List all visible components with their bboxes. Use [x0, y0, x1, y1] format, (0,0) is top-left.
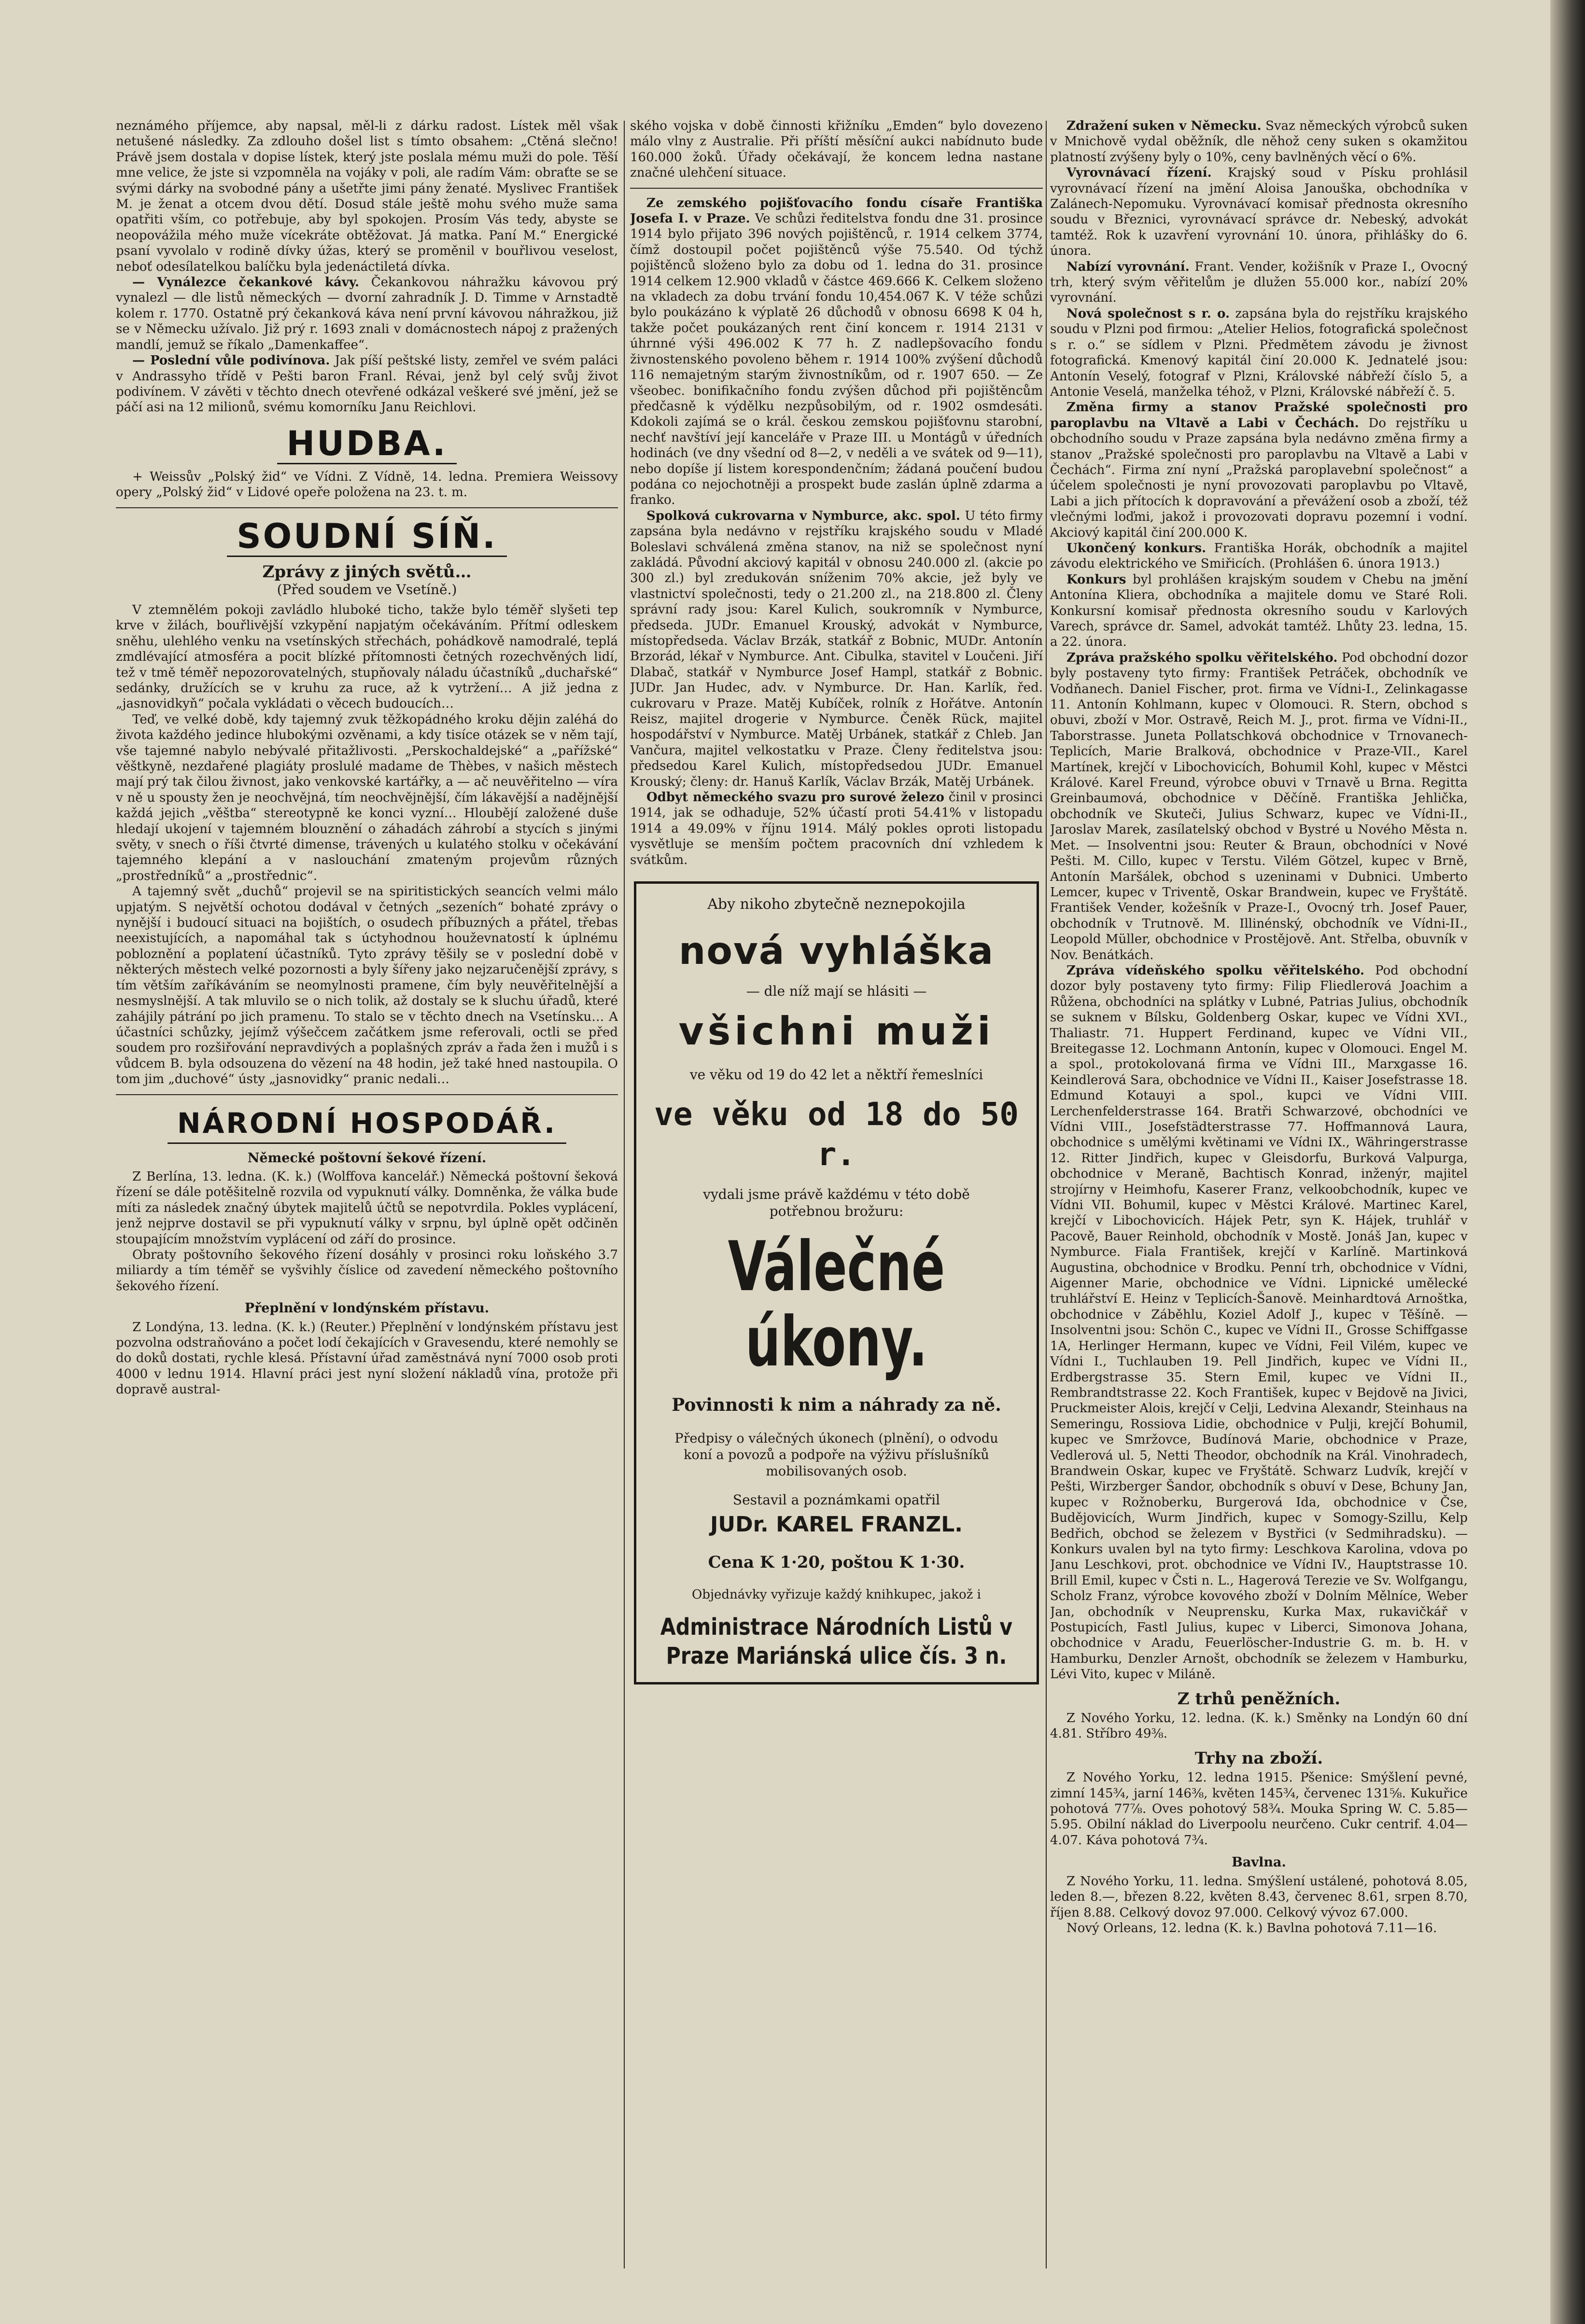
article-text: Františka Horák, obchodník a majitel závodu elektrického ve Smiřicích. (Prohlášen 6. února 1913.): [1050, 541, 1468, 571]
article-text: + Weissův „Polský žid“ ve Vídni. Z Vídně, 14. ledna. Premiera Weissovy opery „Polský žid“ v Lidové opeře položena na 23. t. m.: [116, 469, 618, 500]
divider: [116, 507, 618, 508]
article-paragraph: [1050, 165, 1468, 259]
article-paragraph: [1050, 541, 1468, 572]
ad-line: — dle níž mají se hlásiti —: [746, 983, 927, 1000]
section-title: SOUDNÍ SÍŇ.: [227, 517, 507, 557]
ad-line: Předpisy o válečných úkonech (plnění), o odvodu koní a povozů a podpoře na výživu příslušníků mobilisovaných osob.: [674, 1431, 998, 1479]
article-headline: Bavlna.: [1232, 1855, 1286, 1870]
article-paragraph: [1050, 259, 1468, 306]
article-text: Krajský soud v Písku prohlásil vyrovnávací řízení na jmění Aloisa Janouška, obchodníka v Zalánech-Nepomuku. Vyrovnávací komisař přednosta okresního soudu v Březnici, vyrovnávací správce dr. Nebeský, advokát tamtéž. Rok k uzavření vyrovnání 10. února, přihlášky do 6. února.: [1050, 166, 1468, 259]
article-paragraph: [630, 508, 1043, 790]
article-headline: Německé poštovní šekové řízení.: [247, 1150, 487, 1166]
divider: [116, 1094, 618, 1095]
article-text: neznámého příjemce, aby napsal, měl-li z dárku radost. Lístek měl však netušené následky. Za zdlouho došel list s tímto obsahem: „Ctěná slečno! Právě jsem dostala v dopise lístek, který jste poslala mému muži do pole. Těší mne velice, že jste si vzpomněla na vojáky v poli, ale radím Vám: obraťte se se svými dárky na svobodné pány a ušetřte jimi pány ženaté. Myslivec František M. je ženat a otcem dvou dětí. Dosud stále ještě mohu svého muže sama opatřiti vším, co potřebuje, aby byl spokojen. Prosím Vás tedy, abyste se neopovážila mého muže vícekráte obtěžovat. Já matka. Paní M.“ Energické psaní vyvolalo v rodině dívky úžas, který se proměnil v bouřlivou veselost, neboť odesílatelkou balíčku byla jedenáctiletá dívka.: [116, 119, 618, 274]
article-lead: Nová společnost s r. o.: [1066, 306, 1230, 321]
divider: [630, 188, 1043, 189]
article-lead: Odbyt německého svazu pro surové železo: [646, 790, 944, 805]
column-divider: [624, 121, 625, 2268]
article-paragraph: [1050, 650, 1468, 963]
section-heading-soudni: [116, 517, 618, 557]
article-lead: Konkurs: [1066, 572, 1126, 587]
column-right: [1050, 118, 1468, 2276]
article-lead: Ukončený konkurs.: [1066, 541, 1206, 556]
article-text: Pod obchodní dozor byly postaveny tyto firmy: František Petráček, obchodník ve Vodňanech. Daniel Fischer, prot. firma ve Vídni-I., Zelinkagasse 11. Antonín Kohlmann, kupec v Olomouci. R. Stern, obchod s obuvi, zboží v Mor. Ostravě, Reich M. J., prot. firma ve Vídni-II., Taborstrasse. Juneta Pollatschková obchodnice v Trnovanech-Teplicích, Marie Bralková, obchodnice v Praze-VII., Karel Martínek, krejčí v Libochovicích, Bohumil Kohl, kupec v Městci Králové. Karel Freund, výrobce obuvi v Trnavě u Brna. Regitta Greinbaumová, obchodnice v Děčíně. Františka Jehlička, obchodník ve Skuteči, Julius Schwarz, kupec ve Vídni-II., Jaroslav Marek, zasílatelský obchod v Bystré u Nového Města n. Met. — Insolventni jsou: Reuter & Braun, obchodníci v Nové Pešti. M. Cillo, kupec v Terstu. Vilém Götzel, kupec v Brně, Antonín Maršálek, obchod s uzeninami v Dubnici. Umberto Lemcer, kupec v Triventě, Oskar Brandwein, kupec ve Fryštátě. František Vender, kožešník v Praze-I., Ovocný trh. Josef Pauer, obchodník v Trutnově. M. Illinénský, obchodník ve Vídni-II., Leopold Müller, obchodnice v Prostějově. Ant. Střelba, obuvník v Nov. Benátkách.: [1050, 650, 1468, 962]
article-text: Jak píší peštské listy, zemřel ve svém paláci v Andrassyho třídě v Pešti baron Franl. Révai, jenž byl celý svůj život podivínem. V závěti v těchto dnech otevřené odkázal veškeré své jmění, jež se páčí asi na 12 milionů, svému komorníku Janu Reichlovi.: [116, 353, 618, 415]
ad-headline: všichni muži: [678, 1009, 995, 1054]
article-text: Do rejstříku u obchodního soudu v Praze zapsána byla nedávno změna firmy a stanov „Pražské společnosti pro paroplavbu na Vltavě a Labi v Čechách“. Firma zní nyní „Pražská paroplavební společnost“ a účelem společnosti je nyní provozovati paroplavbu po Vltavě, Labi a jich přítocích k dopravování a převážení osob a zboží, též vlečnými loďmi, jakož i provozovati dopravu pozemní i vodní. Akciový kapitál činí 200.000 K.: [1050, 416, 1468, 540]
article-text: činil v prosinci 1914, jak se odhaduje, 52% účastí proti 54.41% v listopadu 1914 a 49.09% v říjnu 1914. Málý pokles oproti listopadu vysvětluje se menším počtem pracovních dní vzhledem k svátkům.: [630, 790, 1043, 867]
article-paragraph: [630, 790, 1043, 868]
ad-line: Aby nikoho zbytečně neznepokojila: [707, 896, 966, 913]
ad-title: Válečné úkony.: [728, 1227, 945, 1382]
advertisement-box: [634, 881, 1039, 1684]
article-paragraph: [116, 275, 618, 353]
article-text: Pod obchodní dozor byly postaveny tyto firmy: Filip Fliedlerová Joachim a Růžena, obchodníci na splátky v Lubné, Patrias Julius, obchodník se suknem v Bílsku, Goldenberg Oskar, kupec ve Vídni XVI., Thaliastr. 71. Huppert Ferdinand, kupec ve Vídni VII., Breitegasse 12. Lochmann Antonín, kupec v Olomouci. Engel M. a spol., protokolovaná firma ve Vídni III., Marxgasse 16. Keindlerová Sara, obchodnice ve Vídni II., Kaiser Josefstrasse 18. Edmund Kotauyi a spol., kupci ve Vídni VIII. Lerchenfelderstrasse 164. Bratři Schwarzové, obchodníci ve Vídni VIII., Josefstädterstrasse 77. Hoffmannová Laura, obchodnice s umělými květinami ve Vídni IX., Währingerstrasse 12. Ritter Jindřich, kupec v Gleisdorfu, Burková Valpurga, obchodnice v Meraně, Bachtisch Konrad, inženýr, majitel strojírny v Heimhofu, Kaserer Franz, velkoobchodník, kupec ve Vídni VII. Bohumil, kupec v Městci Králové. Martinec Karel, krejčí v Libochovicích. Hájek Petr, syn K. Hájek, truhlář v Pacově, Bauer Reinhold, obchodník v Mostě. Jonáš Jan, kupec v Nymburce. Fiala František, krejčí v Karlíně. Martinková Augustina, obchodnice v Brodku. Penní trh, obchodnice v Vídni, Aigenner Marie, obchodnice ve Vídni. Lipnické umělecké truhlářství E. Heinz v Teplicích-Šanově. Meinhardtová Arnoštka, obchodnice v Záběhlu, Koziel Adolf J., kupec v Těšíně. — Insolventni jsou: Schön C., kupec ve Vídni II., Grosse Schiffgasse 1A, Herlinger Hermann, kupec ve Vídni, Feil Vilém, kupec ve Vídni I., Tuchlauben 19. Pell Jindřich, kupec ve Vídni II., Erdbergstrasse 35. Stern Emil, kupec ve Vídni II., Rembrandtstrasse 22. Koch František, kupec v Bejdově na Jivici, Pruckmeister Alois, krejčí v Celji, Ledvina Alexandr, Steinhaus na Semeringu, Rossiova Lidie, obchodnice v Pulji, krejčí Bohumil, kupec ve Smržovce, Budínová Marie, obchodnice v Praze, Vedlerová ul. 5, Netti Theodor, obchodník na Král. Vinohradech, Brandwein Oskar, kupec ve Fryštátě. Schwarz Ludvík, krejčí v Pešti, Wirzberger Šandor, obchodník s obuví v Dese, Bchuny Jan, kupec v Rožnoberku, Burgerová Ida, obchodnice v Čse, Budějovicích, Wurm Jindřich, kupec v Somogy-Szillu, Kelp Bedřich, obchod se železem v Bystřici (v Sedmihradsku). — Konkurs uvalen byl na tyto firmy: Leschkova Karolina, vdova po Janu Leschkovi, prot. obchodnice ve Vídni IV., Hauptstrasse 10. Brill Emil, kupec v Čsti n. L., Hagerová Terezie ve Sv. Wolfgangu, Scholz Franz, výrobce kovového zboží v Dolním Mělníce, Weber Jan, obchodník v Neuprensku, Kurka Max, rukavičkář v Postupicích, Fastl Julius, kupec v Liberci, Simonova Johana, obchodnice v Aradu, Feuerlöscher-Industrie G. m. b. H. v Hamburku, Denzler Arnošt, obchodník se železem v Hamburku, Lévi Vito, kupec v Miláně.: [1050, 963, 1468, 1682]
article-text: Z Berlína, 13. ledna. (K. k.) (Wolffova kancelář.) Německá poštovní šeková řízení se dále potěšitelně rozvila od vypuknutí války. Domněnka, že válka bude míti za následek značný úbytek majitelů účtů se nepotvrdila. Pokles vyplácení, jenž nejprve dostavil se při vypuknutí války v srpnu, byl úplně opět odčiněn stoupajícím množstvím vyplácení od září do prosince.: [116, 1169, 618, 1247]
ad-price: Cena K 1·20, poštou K 1·30.: [708, 1552, 965, 1572]
article-text: Z Nového Yorku, 11. ledna. Smýšlení ustálené, pohotová 8.05, leden 8.—, březen 8.22, květen 8.43, červenec 8.61, srpen 8.70, říjen 8.88. Celkový dovoz 97.000. Celkový vývoz 67.000.: [1050, 1874, 1468, 1920]
article-lead: Změna firmy a stanov Pražské společnosti pro paroplavbu na Vltavě a Labi v Čechách.: [1050, 400, 1468, 431]
section-title: Z trhů peněžních.: [1177, 1689, 1341, 1709]
article-text: Z Nového Yorku, 12. ledna. (K. k.) Směnky na Londýn 60 dní 4.81. Stříbro 49⅜.: [1050, 1711, 1468, 1741]
article-paragraph: [630, 195, 1043, 508]
article-text: Frant. Vender, kožišník v Praze I., Ovocný trh, který svým věřitelům je dlužen 55.000 kor., nabízí 20% vyrovnání.: [1050, 259, 1468, 306]
article-lead: Vyrovnávací řízení.: [1066, 166, 1212, 181]
article-lead: Ze zemského pojišťovacího fondu císaře Františka Josefa I. v Praze.: [630, 195, 1043, 226]
ad-headline: ve věku od 18 do 50 r.: [654, 1096, 1019, 1173]
article-lead: Zpráva vídeňského spolku věřitelského.: [1066, 963, 1365, 978]
article-text: V ztemnělém pokoji zavládlo hluboké ticho, takže bylo téměř slyšeti tep krve v žilách, bouřlivější vzkypění napjatým očekáváním. Přítmí odleskem sněhu, ulehlého venku na vsetínských střechách, pohádkově namodralé, teplá zmdlévající atmosféra a pocit blízké přítomnosti četných rozechvěných lidí, tež v tmě téměř nepozorovatelných, stupňovaly náladu účastníků „duchařské“ sedánky, družících se v kruhu za ruce, až k vytržení… A již jedna z „jasnovidkyň“ počala vykládati o věcech budoucích…: [116, 602, 618, 711]
article-text: Obraty poštovního šekového řízení dosáhly v prosinci roku loňského 3.7 miliardy a tím téměř se vyšvihly číslice od zavedení německého poštovního šekového řízení.: [116, 1247, 618, 1294]
ad-line: ve věku od 19 do 42 let a něktří řemeslníci: [689, 1067, 983, 1083]
article-text: Z Nového Yorku, 12. ledna 1915. Pšenice: Smýšlení pevné, zimní 145¾, jarní 146⅜, květen 145¾, červenec 131⅝. Kukuřice pohotová 77⅞. Oves pohotový 58¾. Mouka Spring W. C. 5.85—5.95. Obilní náklad do Liverpoolu neurčeno. Cukr centrif. 4.04—4.07. Káva pohotová 7¾.: [1050, 1770, 1468, 1848]
ad-line: vydali jsme právě každému v této době potřebnou brožuru:: [703, 1186, 970, 1220]
article-text: U této firmy zapsána byla nedávno v rejstříku krajského soudu v Mladé Boleslavi schválená změna stanov, na niž se společnost nyní zakládá. Původní akciový kapitál v obnosu 240.000 zl. (akcie po 300 zl.) byl zredukován sníženim 70% akcie, jež byly ve vlastnictví společnosti, tedy o 21.200 zl., na 218.800 zl. Členy správní rady jsou: Karel Kulich, soukromník v Nymburce, předseda. JUDr. Emanuel Krouský, advokát v Nymburce, místopředseda. Václav Brzák, statkář z Bobnic, MUDr. Antonín Brzorád, lékař v Nymburce. Ant. Cibulka, stavitel v Loučeni. Jiří Dlabač, statkář v Nymburce Josef Hampl, statkář z Bobnic. JUDr. Jan Hudec, adv. v Nymburce. Dr. Han. Karlík, řed. cukrovaru v Praze. Matěj Kubíček, rolník z Hořátve. Antonín Reisz, majitel drogerie v Nymburce. Čeněk Rück, majitel hospodářství v Nymburce. Matěj Urbánek, statkář z Chleb. Jan Vančura, majitel velkostatku v Praze. Členy ředitelstva jsou: předsedou Karel Kulich, místopředsedou JUDr. Emanuel Krouský; členy: dr. Hanuš Karlík, Václav Brzák, Matěj Urbánek.: [630, 508, 1043, 789]
page-edge-shadow: [1550, 0, 1585, 2324]
article-lead: — Vynálezce čekankové kávy.: [132, 275, 360, 290]
article-subheadline: (Před soudem ve Vsetíně.): [277, 581, 457, 598]
article-paragraph: [1050, 572, 1468, 650]
ad-author: JUDr. KAREL FRANZL.: [710, 1512, 963, 1537]
column-left: [116, 118, 618, 2276]
article-lead: — Poslední vůle podivínova.: [132, 353, 330, 368]
article-paragraph: [1050, 306, 1468, 400]
section-title: Trhy na zboží.: [1194, 1748, 1323, 1768]
article-text: Ve schůzi ředitelstva fondu dne 31. prosince 1914 bylo přijato 396 nových pojištěnců, r. 1914 celkem 3774, čímž dostoupil počet pojištěnců výše 75.540. Od týchž pojištěnců složeno bylo za dobu od 1. ledna do 31. prosince 1914 celkem 12.900 vkladů v částce 469.666 K. Celkem složeno na vkladech za dobu trvání fondu 10,454.067 K. V téže schůzi bylo poukázáno k výplatě 26 důchodů v obnosu 6698 K 04 h, takže počet poukázaných rent činí koncem r. 1914 2131 v úhrnné výši 496.002 K 77 h. Z nadlepšovacího fondu živnostenského povoleno během r. 1914 100% zvýšení důchodů 116 nemajetným starým živnostníkům, od r. 1907 650. — Ze všeobec. bonifikačního fondu zvýšen důchod při pojištěncům předčasně k výdělku nezpůsobilým, od r. 1902 osmdesáti. Kdokoli zajímá se o král. českou zemskou pojišťovnu starobní, nechť navštíví její kanceláře v Praze III. u Montágů v úředních hodinách (ve dny všední od 8—2, v neděli a ve svátek od 9—11), nebo dopíše jí listem korespondenčním; žádaná poučení budou podána co nejochotněji a prospekt bude zaslán úplně zdarma a franko.: [630, 211, 1043, 508]
article-lead: Zdražení suken v Německu.: [1066, 119, 1262, 133]
article-text: A tajemný svět „duchů“ projevil se na spiritistických seancích velmi málo upjatým. S největší ochotou dodával v četných „sezeních“ bohaté zprávy o nynější i budoucí situaci na bojištích, o osudech příbuzných a přátel, třebas neexistujících, a napomáhal tak s úctyhodnou houževnatostí k úplnému pobloznění a poplatení účastníků. Tyto zprávy těšily se v poslední době v některých městech velké pozornosti a byly šířeny jako nejzaručenější zprávy, s tím větším zaříkáváním se neomylnosti pramene, čím byly neuvěřitelnější a nesmyslnější. A tak mluvilo se o nich tolik, až dostaly se k sluchu úřadů, které zahájily pátrání po jich pramenu. To stalo se v těchto dnech na Vsetínsku… A účastníci schůzky, jejímž výšečcem začátkem jsme referovali, octli se před soudem pro rozšiřování nepravdivých a poplašných zpráv a řada žen i mužů i s vůdcem B. byla odsouzena do vězení na 48 hodin, jež také hned nastoupila. O tom jim „duchové“ ústy „jasnovidky“ pranic nedali…: [116, 884, 618, 1087]
article-headline: Zprávy z jiných světů…: [262, 562, 472, 582]
ad-subtitle: Povinnosti k nim a náhrady za ně.: [672, 1395, 1001, 1416]
article-paragraph: [1050, 400, 1468, 541]
ad-line: Sestavil a poznámkami opatřil: [732, 1491, 940, 1508]
article-text: Svaz německých výrobců suken v Mnichově vydal oběžník, dle něhož ceny suken s okamžitou platností zvýšeny byly o 10%, ceny bavlněných věcí o 6%.: [1050, 119, 1468, 165]
section-title: NÁRODNÍ HOSPODÁŘ.: [168, 1104, 566, 1144]
ad-headline: nová vyhláška: [678, 929, 995, 973]
article-text: Teď, ve velké době, kdy tajemný zvuk těžkopádného kroku dějin zaléhá do života každého jedince hlubokými ozvěnami, a kdy tisíce otázek se v něm tají, vše tajemné nabylo nebývalé přitažlivosti. „Perskochaldejské“ a „pařížské“ věštkyně, nezdařené plagiáty proslulé madame de Thèbes, v našich městech mají prý tak čilou živnost, jako venkovské kartářky, a — ač neuvěřitelno — víra v ně u spousty žen je neochvějná, tím neochvějnější, čím lákavější a nadějnější každá jejich „věštba“ stereotypně ke konci vyzní… Hloubějí založené duše hledají ukojení v tajemném blouznění o záhadách záhrobí a stycích s jinými světy, v snech o říši čtvrté dimense, trávených u kulatého stolku v očekávání tajemného klepání a v naslouchání zmateným projevům různých „prostředníků“ a „prostřednic“.: [116, 712, 618, 883]
column-divider: [1046, 121, 1047, 2268]
article-text: Nový Orleans, 12. ledna (K. k.) Bavlna pohotová 7.11—16.: [1066, 1920, 1437, 1935]
article-headline: Přeplnění v londýnském přístavu.: [244, 1301, 490, 1316]
ad-publisher: Administrace Národních Listů v Praze Mariánská ulice čís. 3 n.: [660, 1613, 1013, 1670]
article-lead: Zpráva pražského spolku věřitelského.: [1066, 650, 1338, 665]
article-paragraph: [1050, 118, 1468, 165]
ad-line: Objednávky vyřizuje každý knihkupec, jakož i: [692, 1587, 981, 1602]
article-text: Čekankovou náhražku kávovou prý vynalezl — dle listů německých — dvorní zahradník J. D. Timme v Arnstadtě kolem r. 1770. Ostatně prý čekanková káva není první kávovou náhražkou, již se v Německu užívalo. Již prý r. 1693 znali v domácnostech nápoj z pražených mandlí, jemuž se říkalo „Damenkaffee“.: [116, 275, 618, 352]
article-paragraph: [116, 353, 618, 416]
section-heading-hudba: [116, 424, 618, 464]
article-text: zapsána byla do rejstříku krajského soudu v Plzni pod firmou: „Atelier Helios, fotografická společnost s r. o.“ se sídlem v Plzni. Předmětem závodu je živnost fotografická. Kmenový kapitál činí 20.000 K. Jednatelé jsou: Antonín Veselý, fotograf v Plzni, Královské nábřeží číslo 5, a Antonie Veselá, manželka téhož, v Plzni, Královské nábřeží č. 5.: [1050, 306, 1468, 399]
article-paragraph: [1050, 963, 1468, 1683]
article-text: Z Londýna, 13. ledna. (K. k.) (Reuter.) Přeplnění v londýnském přístavu jest pozvolna odstraňováno a počet lodí čekajících v Gravesendu, které nemohly se do doků dostati, rychle klesá. Přístavní úřad zaměstnává nyní 7000 osob proti 4000 v lednu 1914. Hlavní práci jest nyní složení nákladů vína, protože při dopravě austral-: [116, 1320, 618, 1397]
article-text: ského vojska v době činnosti křižníku „Emden“ bylo dovezeno málo vlny z Australie. Při příští měsíční aukci nabídnuto bude 160.000 žoků. Úřady očekávají, že koncem ledna nastane značné ulehčení situace.: [630, 119, 1043, 181]
article-lead: Nabízí vyrovnání.: [1066, 259, 1190, 274]
article-text: byl prohlášen krajským soudem v Chebu na jmění Antonína Kliera, obchodníka a majitele domu ve Staré Roli. Konkursní komisař přednosta okresního soudu v Karlových Varech, správce dr. Samel, advokát tamtéž. Lhůty 23. ledna, 15. a 22. února.: [1050, 572, 1468, 650]
article-lead: Spolková cukrovarna v Nymburce, akc. spol.: [646, 508, 960, 523]
section-heading-narodni-hospodar: [116, 1104, 618, 1144]
section-title: HUDBA.: [277, 424, 457, 464]
column-middle: [630, 118, 1043, 2276]
